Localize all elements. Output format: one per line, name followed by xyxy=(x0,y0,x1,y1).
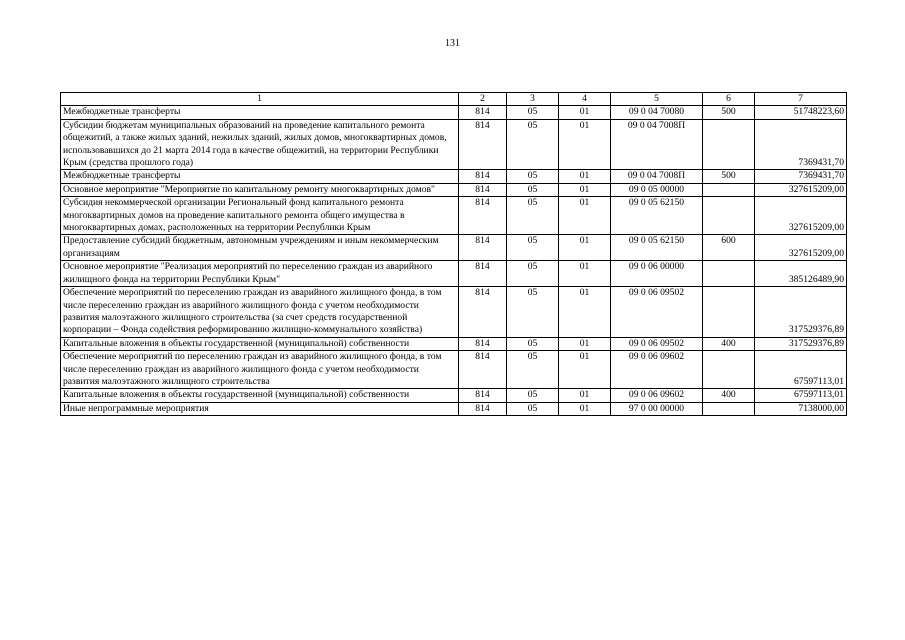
subsection-code-cell: 01 xyxy=(559,170,611,183)
subsection-code-cell: 01 xyxy=(559,197,611,235)
expense-type-cell xyxy=(703,402,755,415)
row-name-cell: Основное мероприятие "Мероприятие по капитальному ремонту многоквартирных домов" xyxy=(61,183,459,196)
row-name-cell: Иные непрограммные мероприятия xyxy=(61,402,459,415)
ministry-code-cell: 814 xyxy=(459,119,507,170)
amount-cell: 7369431,70 xyxy=(755,170,847,183)
table-row xyxy=(61,389,847,402)
header-cell: 2 xyxy=(459,93,507,106)
section-code-cell: 05 xyxy=(507,287,559,338)
amount-cell: 327615209,00 xyxy=(755,183,847,196)
subsection-code-cell: 01 xyxy=(559,261,611,287)
amount-cell: 327615209,00 xyxy=(755,197,847,235)
row-name-cell: Субсидия некоммерческой организации Региональный фонд капитального ремонта многоквартирных домов на проведение капитального ремонта общего имущества в многоквартирных домах, расположенных на территории Республики Крым xyxy=(61,197,459,235)
table-row xyxy=(61,402,847,415)
section-code-cell: 05 xyxy=(507,119,559,170)
ministry-code-cell: 814 xyxy=(459,351,507,389)
row-name-cell: Капитальные вложения в объекты государственной (муниципальной) собственности xyxy=(61,337,459,350)
table-row xyxy=(61,170,847,183)
amount-cell: 7138000,00 xyxy=(755,402,847,415)
header-cell: 6 xyxy=(703,93,755,106)
table-row xyxy=(61,235,847,261)
target-article-cell: 97 0 00 00000 xyxy=(611,402,703,415)
header-cell: 7 xyxy=(755,93,847,106)
subsection-code-cell: 01 xyxy=(559,402,611,415)
target-article-cell: 09 0 04 7008П xyxy=(611,119,703,170)
amount-cell: 7369431,70 xyxy=(755,119,847,170)
budget-table xyxy=(60,92,847,416)
section-code-cell: 05 xyxy=(507,402,559,415)
target-article-cell: 09 0 06 09502 xyxy=(611,287,703,338)
row-name-cell: Межбюджетные трансферты xyxy=(61,170,459,183)
expense-type-cell: 500 xyxy=(703,170,755,183)
page-number: 131 xyxy=(445,38,460,49)
amount-cell: 67597113,01 xyxy=(755,389,847,402)
target-article-cell: 09 0 05 00000 xyxy=(611,183,703,196)
header-cell: 4 xyxy=(559,93,611,106)
target-article-cell: 09 0 05 62150 xyxy=(611,235,703,261)
target-article-cell: 09 0 06 09602 xyxy=(611,351,703,389)
header-cell: 1 xyxy=(61,93,459,106)
subsection-code-cell: 01 xyxy=(559,106,611,119)
ministry-code-cell: 814 xyxy=(459,106,507,119)
expense-type-cell xyxy=(703,119,755,170)
table-row xyxy=(61,197,847,235)
table-row xyxy=(61,261,847,287)
ministry-code-cell: 814 xyxy=(459,183,507,196)
row-name-cell: Основное мероприятие "Реализация мероприятий по переселению граждан из аварийного жилищного фонда на территории Республики Крым" xyxy=(61,261,459,287)
expense-type-cell: 600 xyxy=(703,235,755,261)
expense-type-cell: 400 xyxy=(703,389,755,402)
table-row xyxy=(61,287,847,338)
section-code-cell: 05 xyxy=(507,106,559,119)
amount-cell: 317529376,89 xyxy=(755,337,847,350)
subsection-code-cell: 01 xyxy=(559,351,611,389)
section-code-cell: 05 xyxy=(507,170,559,183)
row-name-cell: Субсидии бюджетам муниципальных образований на проведение капитального ремонта общежитий, а также жилых зданий, нежилых зданий, жилых домов, многоквартирных домов, использовавшихся до 21 марта 2014 года в качестве общежитий, на территории Республики Крым (средства прошлого года) xyxy=(61,119,459,170)
section-code-cell: 05 xyxy=(507,389,559,402)
amount-cell: 51748223,60 xyxy=(755,106,847,119)
row-name-cell: Межбюджетные трансферты xyxy=(61,106,459,119)
ministry-code-cell: 814 xyxy=(459,261,507,287)
subsection-code-cell: 01 xyxy=(559,119,611,170)
table-row xyxy=(61,183,847,196)
subsection-code-cell: 01 xyxy=(559,389,611,402)
target-article-cell: 09 0 06 00000 xyxy=(611,261,703,287)
expense-type-cell xyxy=(703,261,755,287)
amount-cell: 67597113,01 xyxy=(755,351,847,389)
expense-type-cell: 500 xyxy=(703,106,755,119)
ministry-code-cell: 814 xyxy=(459,197,507,235)
subsection-code-cell: 01 xyxy=(559,337,611,350)
table-row xyxy=(61,106,847,119)
section-code-cell: 05 xyxy=(507,235,559,261)
subsection-code-cell: 01 xyxy=(559,287,611,338)
ministry-code-cell: 814 xyxy=(459,337,507,350)
row-name-cell: Капитальные вложения в объекты государственной (муниципальной) собственности xyxy=(61,389,459,402)
section-code-cell: 05 xyxy=(507,351,559,389)
expense-type-cell xyxy=(703,351,755,389)
header-cell: 3 xyxy=(507,93,559,106)
table-row xyxy=(61,337,847,350)
section-code-cell: 05 xyxy=(507,261,559,287)
ministry-code-cell: 814 xyxy=(459,402,507,415)
row-name-cell: Обеспечение мероприятий по переселению граждан из аварийного жилищного фонда, в том числе переселению граждан из аварийного жилищного фонда с учетом необходимости развития малоэтажного жилищного строительства xyxy=(61,351,459,389)
ministry-code-cell: 814 xyxy=(459,235,507,261)
header-cell: 5 xyxy=(611,93,703,106)
header-row xyxy=(61,93,847,106)
subsection-code-cell: 01 xyxy=(559,235,611,261)
section-code-cell: 05 xyxy=(507,337,559,350)
subsection-code-cell: 01 xyxy=(559,183,611,196)
expense-type-cell xyxy=(703,197,755,235)
section-code-cell: 05 xyxy=(507,197,559,235)
amount-cell: 317529376,89 xyxy=(755,287,847,338)
ministry-code-cell: 814 xyxy=(459,287,507,338)
target-article-cell: 09 0 04 70080 xyxy=(611,106,703,119)
amount-cell: 327615209,00 xyxy=(755,235,847,261)
row-name-cell: Предоставление субсидий бюджетным, автономным учреждениям и иным некоммерческим организациям xyxy=(61,235,459,261)
target-article-cell: 09 0 06 09602 xyxy=(611,389,703,402)
table-row xyxy=(61,351,847,389)
ministry-code-cell: 814 xyxy=(459,170,507,183)
target-article-cell: 09 0 04 7008П xyxy=(611,170,703,183)
row-name-cell: Обеспечение мероприятий по переселению граждан из аварийного жилищного фонда, в том числе переселению граждан из аварийного жилищного фонда с учетом необходимости развития малоэтажного жилищного строительства (за счет средств государственной корпорации – Фонда содействия реформированию жилищно-коммунального хозяйства) xyxy=(61,287,459,338)
expense-type-cell xyxy=(703,287,755,338)
section-code-cell: 05 xyxy=(507,183,559,196)
ministry-code-cell: 814 xyxy=(459,389,507,402)
expense-type-cell: 400 xyxy=(703,337,755,350)
table-row xyxy=(61,119,847,170)
expense-type-cell xyxy=(703,183,755,196)
amount-cell: 385126489,90 xyxy=(755,261,847,287)
target-article-cell: 09 0 06 09502 xyxy=(611,337,703,350)
target-article-cell: 09 0 05 62150 xyxy=(611,197,703,235)
